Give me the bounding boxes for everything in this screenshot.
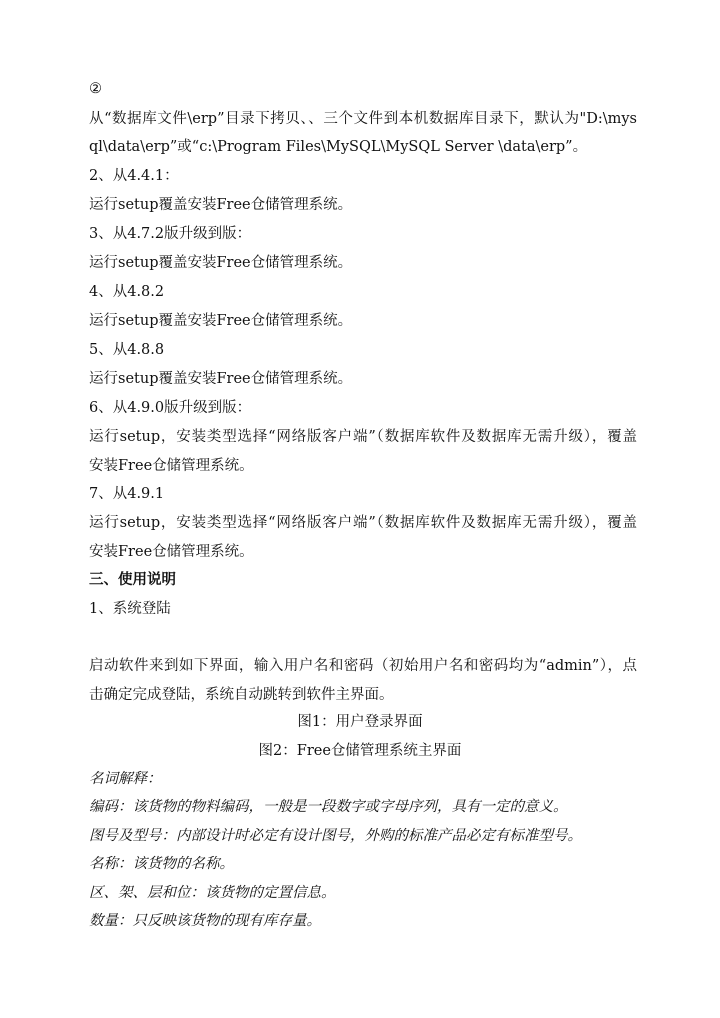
paragraph-line: 启动软件来到如下界面，输入用户名和密码（初始用户名和密码均为“admin”），点 xyxy=(89,658,637,674)
glossary-item: 编码：该货物的物料编码，一般是一段数字或字母序列，具有一定的意义。 xyxy=(89,799,568,815)
step-text: 运行setup覆盖安装Free仓储管理系统。 xyxy=(89,371,353,387)
glossary-item: 图号及型号：内部设计时必定有设计图号，外购的标准产品必定有标准型号。 xyxy=(89,828,582,844)
glossary-title: 名词解释： xyxy=(89,771,162,787)
section-heading: 三、使用说明 xyxy=(89,571,176,588)
step-text: 安装Free仓储管理系统。 xyxy=(89,544,254,560)
step-heading: 7、从4.9.1 xyxy=(89,486,165,502)
step-heading: 2、从4.4.1： xyxy=(89,168,179,184)
subsection-heading: 1、系统登陆 xyxy=(89,601,171,617)
glossary-item: 名称：该货物的名称。 xyxy=(89,856,234,872)
step-text: 运行setup覆盖安装Free仓储管理系统。 xyxy=(89,313,353,329)
figure-caption: 图2：Free仓储管理系统主界面 xyxy=(258,743,462,759)
step-text: 运行setup覆盖安装Free仓储管理系统。 xyxy=(89,255,353,271)
step-heading: 4、从4.8.2 xyxy=(89,284,165,300)
glossary-item: 数量：只反映该货物的现有库存量。 xyxy=(89,913,321,929)
glossary-item: 区、架、层和位：该货物的定置信息。 xyxy=(89,885,336,901)
step-text: 运行setup，安装类型选择“网络版客户端”（数据库软件及数据库无需升级），覆盖 xyxy=(89,429,637,445)
step-text: 运行setup覆盖安装Free仓储管理系统。 xyxy=(89,197,353,213)
step-heading: 5、从4.8.8 xyxy=(89,342,165,358)
paragraph-line: ql\data\erp”或“c:\Program Files\MySQL\MySQL Server \data\erp”。 xyxy=(89,139,588,155)
step-text: 安装Free仓储管理系统。 xyxy=(89,458,254,474)
paragraph-line: 击确定完成登陆，系统自动跳转到软件主界面。 xyxy=(89,687,394,703)
figure-caption: 图1：用户登录界面 xyxy=(297,714,423,730)
step-text: 运行setup，安装类型选择“网络版客户端”（数据库软件及数据库无需升级），覆盖 xyxy=(89,515,637,531)
circled-marker: ② xyxy=(89,81,102,97)
step-heading: 3、从4.7.2版升级到版： xyxy=(89,226,252,242)
step-heading: 6、从4.9.0版升级到版： xyxy=(89,400,252,416)
paragraph-line: 从“数据库文件\erp”目录下拷贝、、三个文件到本机数据库目录下，默认为"D:\mys xyxy=(89,111,637,127)
